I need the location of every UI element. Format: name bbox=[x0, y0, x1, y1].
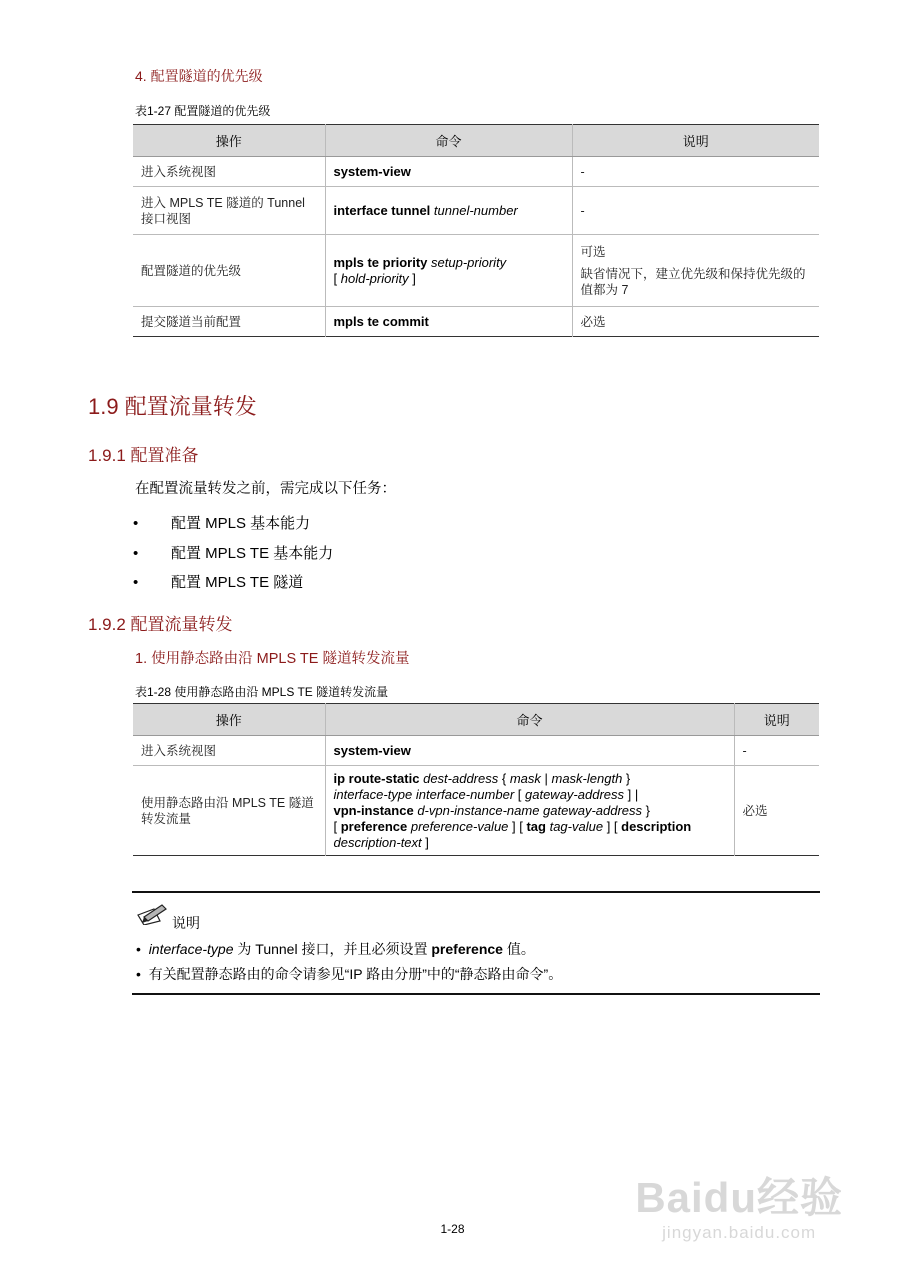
bullet-icon: • bbox=[133, 545, 139, 562]
command-argument: description-text bbox=[333, 834, 422, 850]
command-keyword: tag bbox=[526, 818, 546, 834]
command-keyword: description bbox=[621, 818, 692, 834]
col-header-operation: 操作 bbox=[133, 704, 325, 736]
command-keyword: ip route-static bbox=[333, 770, 420, 786]
bullet-icon: • bbox=[133, 515, 139, 532]
table-1-28 bbox=[133, 703, 819, 856]
command-bracket: } bbox=[642, 802, 651, 818]
cell-operation: 进入系统视图 bbox=[133, 157, 325, 187]
note-title: 说明 bbox=[172, 915, 200, 931]
command-argument: preference-value bbox=[410, 818, 509, 834]
command-argument: gateway-address bbox=[525, 786, 624, 802]
command-bracket: ] | bbox=[624, 786, 639, 802]
section-1-9-2-title: 1.9.2 配置流量转发 bbox=[88, 615, 233, 634]
note-pencil-icon bbox=[136, 903, 170, 930]
note-bullet-2 bbox=[136, 964, 562, 984]
cell-description: 必选 bbox=[572, 307, 819, 337]
table-header-row bbox=[133, 125, 819, 157]
command-bracket: [ bbox=[333, 270, 341, 286]
description-default: 缺省情况下，建立优先级和保持优先级的值都为 7 bbox=[580, 266, 806, 297]
cell-operation: 进入 MPLS TE 隧道的 Tunnel 接口视图 bbox=[133, 187, 325, 235]
command-keyword: system-view bbox=[333, 163, 411, 179]
table-row bbox=[133, 235, 819, 307]
command-bracket: [ bbox=[333, 818, 341, 834]
note-text: 有关配置静态路由的命令请参见“IP 路由分册”中的“静态路由命令”。 bbox=[148, 966, 563, 982]
bullet-icon: • bbox=[136, 941, 141, 957]
command-bracket: } bbox=[622, 770, 631, 786]
cell-description: - bbox=[572, 157, 819, 187]
subsection-1-heading: 1. 使用静态路由沿 MPLS TE 隧道转发流量 bbox=[135, 651, 410, 667]
command-bracket: [ bbox=[514, 786, 525, 802]
section-4-heading: 4. 配置隧道的优先级 bbox=[135, 68, 263, 84]
note-bullet-1 bbox=[136, 939, 535, 959]
col-header-description: 说明 bbox=[572, 125, 819, 157]
note-text: 为 Tunnel 接口，并且必须设置 bbox=[233, 941, 432, 957]
col-header-command: 命令 bbox=[325, 704, 734, 736]
table-row bbox=[133, 736, 819, 766]
description-optional: 可选 bbox=[580, 244, 606, 259]
list-item bbox=[133, 512, 310, 533]
table-header-row bbox=[133, 704, 819, 736]
page-number: 1-28 bbox=[440, 1222, 465, 1236]
col-header-description: 说明 bbox=[734, 704, 819, 736]
cell-command bbox=[325, 187, 572, 235]
command-argument: dest-address bbox=[423, 770, 499, 786]
command-argument: interface-type interface-number bbox=[333, 786, 515, 802]
command-argument: setup-priority bbox=[431, 254, 507, 270]
cell-description: 必选 bbox=[734, 766, 819, 856]
cell-command bbox=[325, 157, 572, 187]
list-item bbox=[133, 571, 303, 592]
command-bracket: ] [ bbox=[508, 818, 527, 834]
list-item-text: 配置 MPLS TE 基本能力 bbox=[171, 545, 334, 562]
cell-operation: 使用静态路由沿 MPLS TE 隧道转发流量 bbox=[133, 766, 325, 856]
command-argument: tag-value bbox=[549, 818, 604, 834]
col-header-command: 命令 bbox=[325, 125, 572, 157]
command-keyword: system-view bbox=[333, 742, 411, 758]
command-keyword: mpls te priority bbox=[333, 254, 428, 270]
bullet-icon: • bbox=[133, 574, 139, 591]
command-bracket: | bbox=[540, 770, 552, 786]
bullet-icon: • bbox=[136, 966, 141, 982]
cell-command bbox=[325, 235, 572, 307]
cell-description: - bbox=[572, 187, 819, 235]
command-bracket: ] bbox=[421, 834, 429, 850]
col-header-operation: 操作 bbox=[133, 125, 325, 157]
cell-description bbox=[572, 235, 819, 307]
cell-operation: 配置隧道的优先级 bbox=[133, 235, 325, 307]
command-bracket: { bbox=[498, 770, 510, 786]
note-text: 值。 bbox=[502, 941, 535, 957]
list-item-text: 配置 MPLS TE 隧道 bbox=[171, 574, 304, 591]
table-1-27-caption: 表1-27 配置隧道的优先级 bbox=[135, 104, 271, 118]
cell-command bbox=[325, 307, 572, 337]
list-item bbox=[133, 542, 333, 563]
section-1-9-title: 1.9 配置流量转发 bbox=[88, 394, 257, 419]
command-bracket: ] [ bbox=[603, 818, 622, 834]
command-argument: mask-length bbox=[551, 770, 623, 786]
command-argument: mask bbox=[509, 770, 541, 786]
command-bracket: ] bbox=[408, 270, 416, 286]
cell-command bbox=[325, 766, 734, 856]
table-row bbox=[133, 766, 819, 856]
cell-command bbox=[325, 736, 734, 766]
command-argument: d-vpn-instance-name gateway-address bbox=[417, 802, 643, 818]
watermark-logo-text: Baidu经验 bbox=[635, 1174, 843, 1221]
table-row bbox=[133, 307, 819, 337]
prerequisite-intro: 在配置流量转发之前，需完成以下任务： bbox=[135, 481, 396, 497]
table-1-28-caption: 表1-28 使用静态路由沿 MPLS TE 隧道转发流量 bbox=[135, 685, 389, 699]
section-1-9-1-title: 1.9.1 配置准备 bbox=[88, 446, 199, 465]
watermark-url: jingyan.baidu.com bbox=[662, 1223, 817, 1242]
command-argument: hold-priority bbox=[340, 270, 409, 286]
note-keyword: preference bbox=[431, 941, 503, 957]
table-row bbox=[133, 187, 819, 235]
command-keyword: mpls te commit bbox=[333, 313, 429, 329]
note-box bbox=[132, 891, 820, 995]
command-keyword: interface tunnel bbox=[333, 202, 431, 218]
cell-description: - bbox=[734, 736, 819, 766]
cell-operation: 进入系统视图 bbox=[133, 736, 325, 766]
cell-operation: 提交隧道当前配置 bbox=[133, 307, 325, 337]
table-1-27 bbox=[133, 124, 819, 337]
note-argument: interface-type bbox=[148, 941, 234, 957]
list-item-text: 配置 MPLS 基本能力 bbox=[171, 515, 311, 532]
command-keyword: vpn-instance bbox=[333, 802, 414, 818]
command-keyword: preference bbox=[340, 818, 408, 834]
command-argument: tunnel-number bbox=[433, 202, 518, 218]
table-row bbox=[133, 157, 819, 187]
